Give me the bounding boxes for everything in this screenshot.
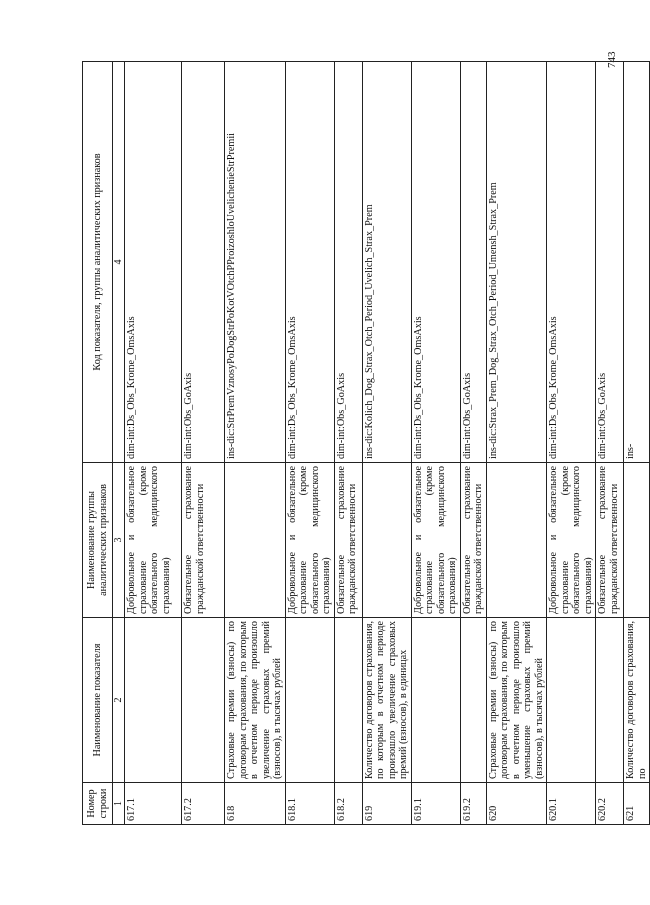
indicator-name <box>125 618 182 783</box>
column-number: 2 <box>113 618 125 783</box>
page-number: 743 <box>606 51 618 69</box>
row-number: 618.1 <box>285 783 334 825</box>
group-name: Добровольное и обязательное страхование (кроме обязательного медицинского страхования) <box>125 463 182 618</box>
indicator-name <box>460 618 486 783</box>
group-name: Обязательное страхование гражданской ответственности <box>596 463 624 618</box>
row-number: 620.1 <box>547 783 596 825</box>
indicator-name: Количество договоров страхования, по которым в отчетном периоде произошло увеличение страховых премий (взносов), в единицах <box>362 618 411 783</box>
indicator-name <box>547 618 596 783</box>
table-row <box>547 62 596 825</box>
indicator-code: dim-int:Obs_GoAxis <box>596 62 624 463</box>
row-number: 618.2 <box>334 783 362 825</box>
column-number-row <box>113 62 125 825</box>
row-number: 617.2 <box>182 783 225 825</box>
header-group-name: Наименование группы аналитических признаков <box>83 463 113 618</box>
group-name: Добровольное и обязательное страхование (кроме обязательного медицинского страхования) <box>547 463 596 618</box>
rotated-page <box>82 61 648 825</box>
table-header-row <box>83 62 113 825</box>
group-name: Обязательное страхование гражданской ответственности <box>334 463 362 618</box>
row-number: 618 <box>225 783 286 825</box>
header-indicator-name: Наименование показателя <box>83 618 113 783</box>
table-row <box>334 62 362 825</box>
group-name: Добровольное и обязательное страхование (кроме обязательного медицинского страхования) <box>285 463 334 618</box>
row-number: 619.1 <box>411 783 460 825</box>
column-number: 1 <box>113 783 125 825</box>
indicator-name <box>596 618 624 783</box>
row-number: 620.2 <box>596 783 624 825</box>
indicator-table <box>82 61 650 825</box>
group-name <box>624 463 650 618</box>
indicator-code: ins- <box>624 62 650 463</box>
indicator-code: dim-int:Obs_GoAxis <box>182 62 225 463</box>
indicator-code: ins-dic:Kolich_Dog_Strax_Otch_Period_Uvelich_Strax_Prem <box>362 62 411 463</box>
group-name <box>486 463 547 618</box>
group-name: Обязательное страхование гражданской ответственности <box>182 463 225 618</box>
indicator-code: dim-int:Ds_Obs_Krome_OmsAxis <box>125 62 182 463</box>
row-number: 619.2 <box>460 783 486 825</box>
indicator-code: dim-int:Ds_Obs_Krome_OmsAxis <box>547 62 596 463</box>
table-row <box>596 62 624 825</box>
group-name <box>362 463 411 618</box>
header-row-number: Номер строки <box>83 783 113 825</box>
indicator-name: Страховые премии (взносы) по договорам страхования, по которым в отчетном периоде произошло увеличение страховых премий (взносов), в тысячах рублей <box>225 618 286 783</box>
header-indicator-code: Код показателя, группы аналитических признаков <box>83 62 113 463</box>
group-name: Добровольное и обязательное страхование (кроме обязательного медицинского страхования) <box>411 463 460 618</box>
table-row <box>460 62 486 825</box>
indicator-name <box>411 618 460 783</box>
column-number: 4 <box>113 62 125 463</box>
table-row <box>225 62 286 825</box>
column-number: 3 <box>113 463 125 618</box>
table-row <box>486 62 547 825</box>
indicator-name: Количество договоров страхования, по <box>624 618 650 783</box>
indicator-name <box>285 618 334 783</box>
row-number: 621 <box>624 783 650 825</box>
group-name <box>225 463 286 618</box>
row-number: 617.1 <box>125 783 182 825</box>
table-row <box>624 62 650 825</box>
group-name: Обязательное страхование гражданской ответственности <box>460 463 486 618</box>
table-row <box>285 62 334 825</box>
indicator-code: dim-int:Obs_GoAxis <box>460 62 486 463</box>
table-row <box>362 62 411 825</box>
indicator-name <box>182 618 225 783</box>
row-number: 619 <box>362 783 411 825</box>
indicator-code: dim-int:Ds_Obs_Krome_OmsAxis <box>411 62 460 463</box>
table-row <box>182 62 225 825</box>
indicator-name <box>334 618 362 783</box>
row-number: 620 <box>486 783 547 825</box>
indicator-code: ins-dic:Strax_Prem_Dog_Strax_Otch_Period_Umensh_Strax_Prem <box>486 62 547 463</box>
indicator-code: ins-dic:StrPremVznosyPoDogStrPoKotVOtchPProizoshloUvelichenieStrPremii <box>225 62 286 463</box>
table-row <box>411 62 460 825</box>
indicator-code: dim-int:Ds_Obs_Krome_OmsAxis <box>285 62 334 463</box>
indicator-code: dim-int:Obs_GoAxis <box>334 62 362 463</box>
table-row <box>125 62 182 825</box>
indicator-name: Страховые премии (взносы) по договорам страхования, по которым в отчетном периоде произошло уменьшение страховых премий (взносов), в тысячах рублей <box>486 618 547 783</box>
